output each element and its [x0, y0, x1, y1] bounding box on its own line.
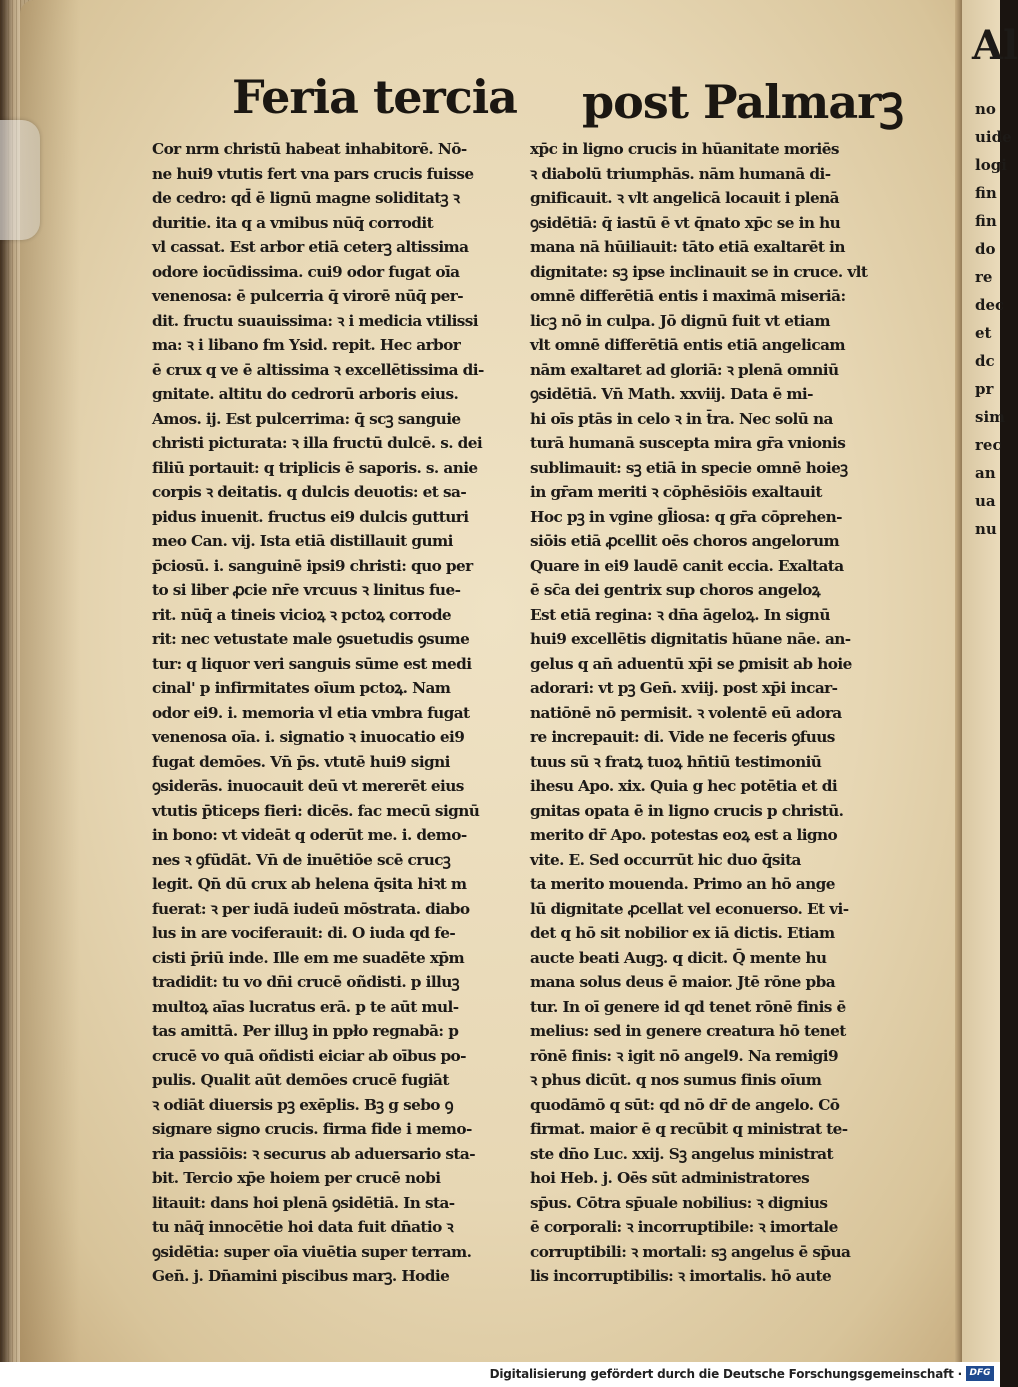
margin-line: uide	[975, 128, 1012, 146]
margin-line: rec	[975, 436, 1002, 454]
text-line: Cor nrm christū habeat inhabitorē. Nō-	[152, 140, 467, 158]
text-line: dignitate: sꝫ ipse inclinauit se in cruce. vlt	[530, 262, 868, 281]
text-line: firmat. maior ē q recūbit q ministrat te-	[530, 1120, 848, 1138]
text-line: tuus sū ꝛ fratꝝ tuoꝝ hn̄tiū testimoniū	[530, 752, 822, 771]
text-line: christi picturata: ꝛ illa fructū dulcē. s. dei	[152, 434, 483, 452]
text-line: tur. In oī genere id qd tenet rōnē finis ē	[530, 997, 846, 1016]
margin-line: logi	[975, 156, 1007, 174]
text-line: Hoc pꝫ in vgine gl̄iosa: q gr̄a cōprehen-	[530, 507, 842, 526]
text-line: gnitas opata ē in ligno crucis p christū.	[530, 801, 844, 820]
text-line: hui9 excellētis dignitatis hūane nāe. an-	[530, 630, 851, 648]
text-line: gnitate. altitu do cedrorū arboris eius.	[152, 385, 459, 403]
text-line: rit: nec vetustate male ꝯsuetudis ꝯsume	[152, 630, 470, 648]
text-line: ꝛ diabolū triumphās. nām humanā di-	[530, 164, 831, 183]
text-line: cisti p̄riū inde. Ille em me suadēte xp̄m	[152, 948, 465, 967]
text-line: ta merito mouenda. Primo an hō ange	[530, 875, 835, 893]
text-line: ꝛ phus dicūt. q nos sumus finis oīum	[530, 1071, 822, 1089]
text-line: tur: q liquor veri sanguis sūme est medi	[152, 654, 472, 673]
text-line: nes ꝛ ꝯfūdāt. Vn̄ de inuētiōe scē crucꝫ	[152, 850, 451, 869]
text-line: Amos. ij. Est pulcerrima: q̄ scꝫ sanguie	[152, 409, 461, 428]
text-line: turā humanā suscepta mira gr̄a vnionis	[530, 434, 846, 452]
text-line: ꝯsiderās. inuocauit deū vt mererēt eius	[152, 777, 464, 795]
dfg-logo: DFG	[966, 1366, 994, 1381]
text-line: Gen̄. j. Dn̄amini piscibus marꝫ. Hodie	[152, 1267, 450, 1285]
text-line: omnē differētiā entis i maximā miseriā:	[530, 287, 846, 305]
text-line: lis incorruptibilis: ꝛ imortalis. hō aute	[530, 1267, 832, 1285]
text-line: venenosa oīa. i. signatio ꝛ inuocatio ei9	[152, 728, 465, 746]
margin-line: do	[975, 240, 996, 258]
text-line: vlt omnē differētiā entis etiā angelicam	[530, 336, 845, 354]
text-line: to si liber ꝓcie nr̄e vrcuus ꝛ linitus fue-	[152, 581, 461, 599]
margin-line: fin	[975, 212, 997, 230]
margin-line: ua	[975, 492, 996, 510]
text-line: vl cassat. Est arbor etiā ceterꝫ altissima	[152, 238, 469, 256]
text-line: quodāmō q sūt: qd nō dr̄ de angelo. Cō	[530, 1095, 840, 1114]
text-line: in gr̄am meriti ꝛ cōphēsiōis exaltauit	[530, 483, 822, 501]
text-line: det q hō sit nobilior ex iā dictis. Etiam	[530, 924, 835, 942]
text-line: pulis. Qualit aūt demōes crucē fugiāt	[152, 1071, 449, 1089]
text-line: lū dignitate ꝓcellat vel econuerso. Et vi-	[530, 899, 849, 918]
text-line: gelus q an̄ aduentū xp̄i se ꝑmisit ab hoie	[530, 654, 852, 673]
margin-line: no	[975, 100, 996, 118]
text-column-left	[152, 137, 492, 1289]
text-line: vtutis p̄ticeps fieri: dicēs. fac mecū signū	[152, 801, 480, 820]
text-line: fugat demōes. Vn̄ p̄s. vtutē hui9 signi	[152, 752, 450, 771]
text-line: corpis ꝛ deitatis. q dulcis deuotis: et sa-	[152, 483, 467, 501]
margin-line: nu	[975, 520, 997, 538]
text-line: adorari: vt pꝫ Gen̄. xviij. post xp̄i incar-	[530, 679, 838, 697]
text-line: odor ei9. i. memoria vl etia vmbra fugat	[152, 703, 470, 722]
text-line: litauit: dans hoi plenā ꝯsidētiā. In sta-	[152, 1193, 455, 1212]
text-line: venenosa: ē pulcerria q̄ virorē nūq̄ per-	[152, 287, 463, 305]
text-line: melius: sed in genere creatura hō tenet	[530, 1022, 846, 1040]
text-line: legit. Qn̄ dū crux ab helena q̄sita hiꝛt m	[152, 875, 467, 893]
text-line: dit. fructu suauissima: ꝛ i medicia vtilissi	[152, 311, 479, 330]
text-line: nām exaltaret ad gloriā: ꝛ plenā omniū	[530, 360, 839, 379]
next-page-heading: Al	[972, 22, 1018, 69]
margin-line: re	[975, 268, 993, 286]
text-line: rōnē finis: ꝛ igit nō angel9. Na remigi9	[530, 1046, 839, 1065]
text-line: de cedro: qd̄ ē lignū magne soliditatꝫ ꝛ	[152, 189, 460, 207]
text-line: ste dn̄o Luc. xxij. Sꝫ angelus ministrat	[530, 1144, 833, 1163]
text-line: multoꝝ aīas lucratus erā. p te aūt mul-	[152, 997, 459, 1016]
margin-line: an	[975, 464, 996, 482]
text-line: tu nāq̄ innocētie hoi data fuit dn̄atio ꝛ	[152, 1218, 454, 1236]
text-line: gnificauit. ꝛ vlt angelicā locauit i plenā	[530, 189, 839, 207]
text-line: ne hui9 vtutis fert vna pars crucis fuisse	[152, 164, 474, 183]
text-line: cinal' p infirmitates oīum pctoꝝ. Nam	[152, 679, 451, 697]
text-line: re increpauit: di. Vide ne feceris ꝯfuus	[530, 728, 835, 746]
text-line: sp̄us. Cōtra sp̄uale nobilius: ꝛ dignius	[530, 1193, 828, 1212]
text-line: Quare in ei9 laudē canit eccia. Exaltata	[530, 556, 844, 575]
text-line: ꝛ odiāt diuersis pꝫ exēplis. Bꝫ g sebo ꝯ	[152, 1095, 454, 1114]
text-line: sublimauit: sꝫ etiā in specie omnē hoieꝫ	[530, 458, 848, 477]
text-line: mana solus deus ē maior. Jtē rōne pba	[530, 973, 836, 991]
running-head-left: Feria tercia	[232, 70, 517, 124]
text-line: signare signo crucis. firma fide i memo-	[152, 1120, 472, 1138]
text-line: ihesu Apo. xix. Quia g hec potētia et di	[530, 777, 838, 795]
text-line: p̄ciosū. i. sanguinē ipsi9 christi: quo per	[152, 556, 473, 575]
text-line: siōis etiā ꝓcellit oēs choros angelorum	[530, 532, 840, 550]
text-line: aucte beati Augꝫ. q dicit. Q̄ mente hu	[530, 948, 827, 967]
text-line: ē sc̄a dei gentrix sup choros angeloꝝ	[530, 581, 821, 599]
text-line: lus in are vociferauit: di. O iuda qd fe-	[152, 924, 456, 942]
margin-line: sim	[975, 408, 1006, 426]
text-line: licꝫ nō in culpa. Jō dignū fuit vt etiam	[530, 311, 830, 330]
margin-line: fin	[975, 184, 997, 202]
text-line: ꝯsidētia: super oīa viuētia super terram.	[152, 1242, 472, 1261]
text-line: ma: ꝛ i libano fm Ysid. repit. Hec arbor	[152, 336, 461, 354]
text-line: odore iocūdissima. cui9 odor fugat oīa	[152, 262, 460, 281]
footer-bar	[0, 1362, 1000, 1387]
margin-line: pr	[975, 380, 994, 398]
text-line: hi oīs ptās in celo ꝛ in t̄ra. Nec solū na	[530, 409, 833, 428]
text-line: mana nā hūiliauit: tāto etiā exaltarēt in	[530, 238, 845, 256]
margin-line: dec	[975, 296, 1005, 314]
running-head-right: post Palmarꝫ	[582, 75, 903, 129]
text-line: corruptibili: ꝛ mortali: sꝫ angelus ē sp̄ua	[530, 1242, 851, 1261]
text-line: ē crux q ve ē altissima ꝛ excellētissima di-	[152, 360, 484, 379]
text-line: rit. nūq̄ a tineis vicioꝝ ꝛ pctoꝝ corrode	[152, 605, 452, 624]
text-line: tradidit: tu vo dn̄i crucē oñdisti. p illuꝫ	[152, 973, 460, 991]
text-line: vite. E. Sed occurrūt hic duo q̄sita	[530, 850, 801, 869]
text-line: duritie. ita q a vmibus nūq̄ corrodit	[152, 213, 434, 232]
margin-line: dc	[975, 352, 995, 370]
text-line: natiōnē nō permisit. ꝛ volentē eū adora	[530, 703, 842, 722]
text-line: xp̄c in ligno crucis in hūanitate moriēs	[530, 140, 839, 158]
text-line: ꝯsidētiā. Vn̄ Math. xxviij. Data ē mi-	[530, 385, 813, 403]
text-line: fuerat: ꝛ per iudā iudeū mōstrata. diabo	[152, 899, 470, 918]
text-line: ꝯsidētiā: q̄ iastū ē vt q̄nato xp̄c se in hu	[530, 213, 841, 232]
text-line: in bono: vt videāt q oderūt me. i. demo-	[152, 826, 467, 844]
text-line: ria passiōis: ꝛ securus ab aduersario sta-	[152, 1144, 475, 1163]
text-line: crucē vo quā oñdisti eiciar ab oībus po-	[152, 1046, 466, 1065]
page-clip	[0, 120, 40, 240]
margin-line: et	[975, 324, 992, 342]
next-page-margin-text	[975, 95, 1012, 543]
text-line: filiū portauit: q triplicis ē saporis. s. anie	[152, 458, 478, 477]
text-column-right	[530, 137, 875, 1289]
footer-credit: Digitalisierung gefördert durch die Deutsche Forschungsgemeinschaft ·	[489, 1367, 962, 1381]
text-line: merito dr̄ Apo. potestas eoꝝ est a ligno	[530, 826, 838, 844]
text-line: hoi Heb. j. Oēs sūt administratores	[530, 1169, 810, 1187]
text-line: pidus inuenit. fructus ei9 dulcis gutturi	[152, 507, 469, 526]
text-line: tas amittā. Per illuꝫ in ppło regnabā: p	[152, 1022, 459, 1040]
text-line: Est etiā regina: ꝛ dn̄a āgeloꝝ. In signū	[530, 605, 830, 624]
text-line: meo Can. vij. Ista etiā distillauit gumi	[152, 532, 453, 550]
text-line: bit. Tercio xp̄e hoiem per crucē nobi	[152, 1169, 441, 1187]
text-line: ē corporali: ꝛ incorruptibile: ꝛ imortale	[530, 1218, 838, 1236]
